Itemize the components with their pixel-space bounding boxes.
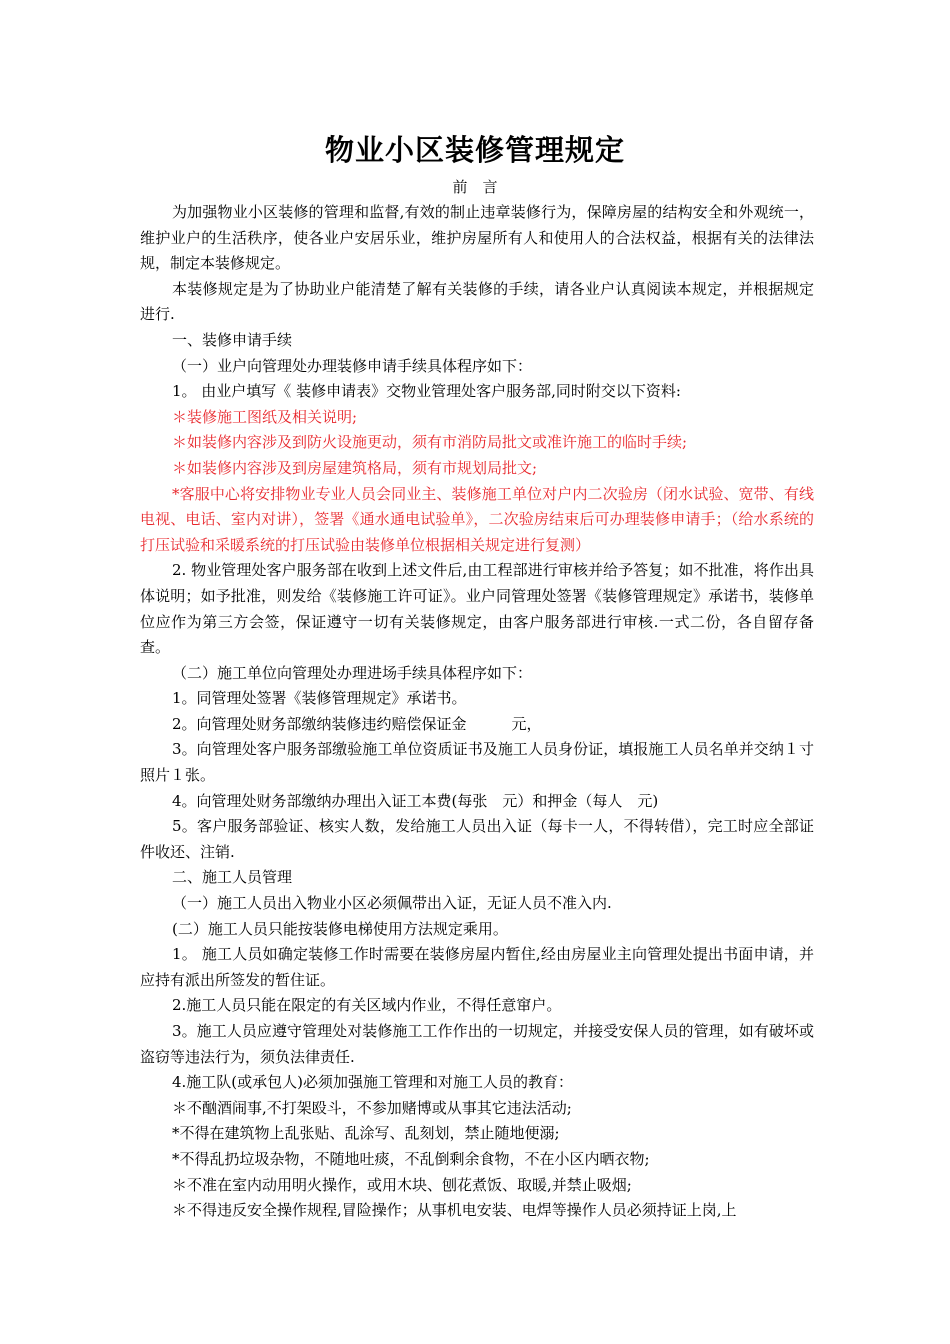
- list-item: 3。施工人员应遵守管理处对装修施工工作作出的一切规定，并接受安保人员的管理，如有破坏或盗窃等违法行为，须负法律责任.: [140, 1022, 814, 1066]
- bullet-item: ＊不酗酒闹事,不打架殴斗，不参加赌博或从事其它违法活动;: [172, 1098, 572, 1117]
- document-body: [140, 200, 814, 1224]
- list-item: 4.施工队(或承包人)必须加强施工管理和对施工人员的教育：: [172, 1073, 574, 1092]
- red-bullet-item: ＊如装修内容涉及到防火设施更动，须有市消防局批文或准许施工的临时手续;: [172, 433, 688, 452]
- list-item: 1。同管理处签署《装修管理规定》承诺书。: [172, 689, 467, 708]
- list-item: 2.施工人员只能在限定的有关区域内作业，不得任意窜户。: [172, 996, 562, 1015]
- red-bullet-item: *客服中心将安排物业专业人员会同业主、装修施工单位对户内二次验房（闭水试验、宽带、有线电视、电话、室内对讲），签署《通水通电试验单》，二次验房结束后可办理装修申请手；（给水系统的打压试验和采暖系统的打压试验由装修单位根据相关规定进行复测）: [140, 484, 814, 554]
- preface-heading: 前 言: [452, 178, 498, 196]
- list-item: 1。 由业户填写《 装修申请表》交物业管理处客户服务部,同时附交以下资料:: [172, 382, 681, 401]
- list-item: 2。向管理处财务部缴纳装修违约赔偿保证金 元，: [172, 714, 542, 733]
- paragraph-intro-2: 本装修规定是为了协助业户能清楚了解有关装修的手续，请各业户认真阅读本规定，并根据规定进行.: [140, 279, 814, 324]
- subsection-heading-2-2: (二）施工人员只能按装修电梯使用方法规定乘用。: [172, 919, 508, 938]
- document-title: 物业小区装修管理规定: [324, 133, 625, 167]
- list-item: 5。客户服务部验证、核实人数，发给施工人员出入证（每卡一人，不得转借），完工时应全部证件收还、注销.: [140, 817, 814, 861]
- subsection-heading-2-1: （一）施工人员出入物业小区必须佩带出入证，无证人员不准入内.: [172, 894, 612, 913]
- section-heading-2: 二、施工人员管理: [172, 868, 293, 887]
- paragraph-intro-1: 为加强物业小区装修的管理和监督,有效的制止违章装修行为，保障房屋的结构安全和外观统一，维护业户的生活秩序，使各业户安居乐业，维护房屋所有人和使用人的合法权益，根据有关的法律法规，制定本装修规定。: [140, 203, 814, 273]
- bullet-item: *不得在建筑物上乱张贴、乱涂写、乱刻划，禁止随地便溺;: [172, 1124, 560, 1143]
- bullet-item: ＊不得违反安全操作规程,冒险操作；从事机电安装、电焊等操作人员必须持证上岗,上: [172, 1201, 737, 1220]
- bullet-item: ＊不准在室内动用明火操作，或用木块、刨花煮饭、取暖,并禁止吸烟;: [172, 1175, 632, 1194]
- red-bullet-item: ＊装修施工图纸及相关说明;: [172, 407, 358, 426]
- red-bullet-item: ＊如装修内容涉及到房屋建筑格局，须有市规划局批文;: [172, 458, 538, 477]
- list-item: 3。向管理处客户服务部缴验施工单位资质证书及施工人员身份证，填报施工人员名单并交纳１寸照片１张。: [140, 740, 814, 785]
- list-item: 2. 物业管理处客户服务部在收到上述文件后,由工程部进行审核并给予答复；如不批准，将作出具体说明；如予批准，则发给《装修施工许可证》。业户同管理处签署《装修管理规定》承诺书，装修单位应作为第三方会签，保证遵守一切有关装修规定，由客户服务部进行审核.一式二份，各自留存备查。: [140, 561, 814, 657]
- section-heading-1: 一、装修申请手续: [172, 330, 293, 349]
- subsection-heading-1-2: （二）施工单位向管理处办理进场手续具体程序如下：: [172, 663, 533, 682]
- list-item: 1。 施工人员如确定装修工作时需要在装修房屋内暂住,经由房屋业主向管理处提出书面申请，并应持有派出所签发的暂住证。: [140, 945, 814, 989]
- subsection-heading-1-1: （一）业户向管理处办理装修申请手续具体程序如下：: [172, 356, 533, 375]
- bullet-item: *不得乱扔垃圾杂物，不随地吐痰，不乱倒剩余食物，不在小区内晒衣物;: [172, 1149, 650, 1168]
- list-item: 4。向管理处财务部缴纳办理出入证工本费(每张 元）和押金（每人 元): [172, 791, 659, 810]
